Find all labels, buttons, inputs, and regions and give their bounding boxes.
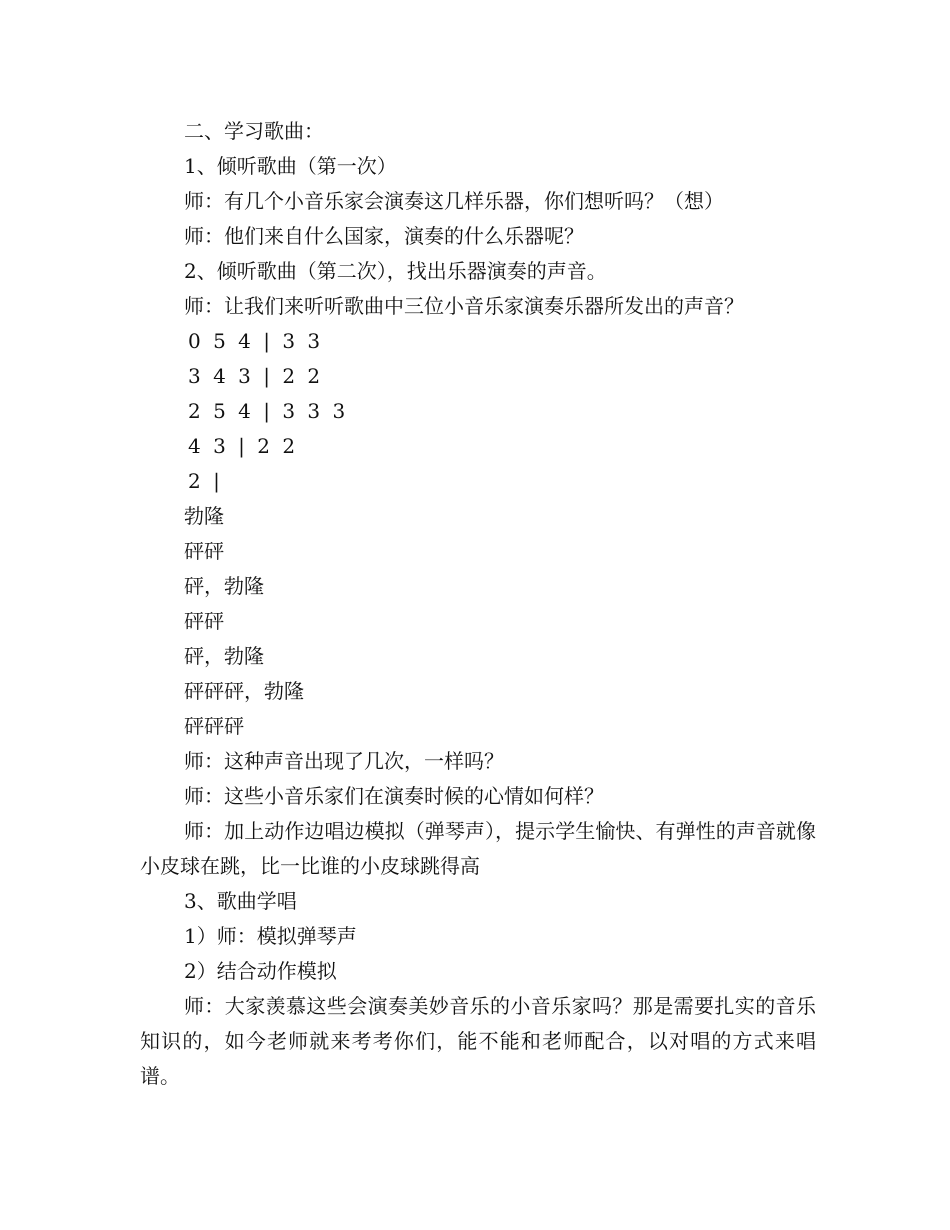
sound-line: 砰砰 bbox=[184, 609, 224, 633]
sound-line: 砰砰 bbox=[184, 539, 224, 563]
sound-line: 砰，勃隆 bbox=[184, 644, 264, 668]
sound-line: 勃隆 bbox=[184, 504, 224, 528]
teacher-line: 师：有几个小音乐家会演奏这几样乐器，你们想听吗？（想） bbox=[184, 189, 724, 213]
notation-line: 2 | bbox=[188, 469, 223, 493]
step-listen-first: 1、倾听歌曲（第一次） bbox=[184, 154, 397, 178]
sound-line: 砰，勃隆 bbox=[184, 574, 264, 598]
step-item: 1）师：模拟弹琴声 bbox=[184, 924, 357, 948]
notation-line: 3 4 3 | 2 2 bbox=[188, 364, 324, 388]
teacher-line: 师：他们来自什么国家，演奏的什么乐器呢？ bbox=[184, 224, 584, 248]
teacher-line: 师：让我们来听听歌曲中三位小音乐家演奏乐器所发出的声音？ bbox=[184, 294, 744, 318]
document-body bbox=[140, 114, 816, 1094]
notation-line: 4 3 | 2 2 bbox=[188, 434, 299, 458]
teacher-question: 师：这些小音乐家们在演奏时候的心情如何样？ bbox=[184, 784, 604, 808]
sound-line: 砰砰砰 bbox=[184, 714, 244, 738]
notation-line: 0 5 4 | 3 3 bbox=[188, 329, 324, 353]
sound-line: 砰砰砰，勃隆 bbox=[184, 679, 304, 703]
step-heading: 3、歌曲学唱 bbox=[184, 889, 297, 913]
teacher-question: 师：这种声音出现了几次，一样吗？ bbox=[184, 749, 504, 773]
section-heading: 二、学习歌曲： bbox=[184, 119, 324, 143]
step-listen-second: 2、倾听歌曲（第二次），找出乐器演奏的声音。 bbox=[184, 259, 607, 283]
teacher-paragraph: 师：加上动作边唱边模拟（弹琴声），提示学生愉快、有弹性的声音就像小皮球在跳，比一比谁的小皮球跳得高 bbox=[140, 819, 816, 878]
notation-line: 2 5 4 | 3 3 3 bbox=[188, 399, 349, 423]
step-item: 2）结合动作模拟 bbox=[184, 959, 337, 983]
teacher-paragraph: 师：大家羡慕这些会演奏美妙音乐的小音乐家吗？那是需要扎实的音乐知识的，如今老师就来考考你们，能不能和老师配合，以对唱的方式来唱谱。 bbox=[140, 994, 816, 1088]
